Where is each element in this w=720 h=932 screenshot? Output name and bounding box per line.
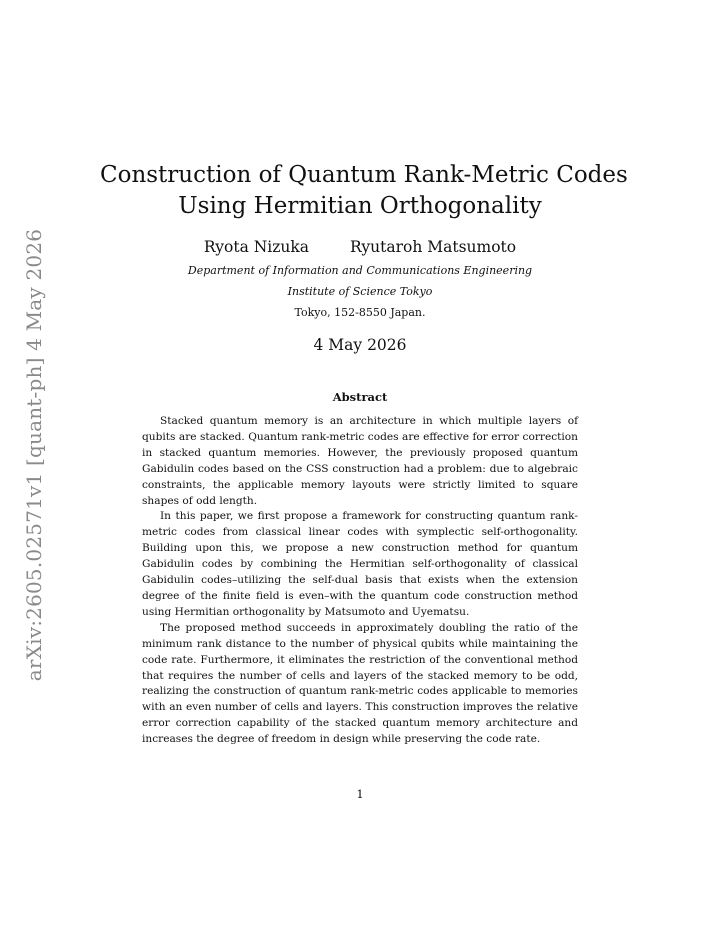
affiliation-institute: Institute of Science Tokyo (287, 285, 433, 298)
publication-date: 4 May 2026 (313, 336, 407, 354)
paper-title (100, 160, 628, 222)
author-name: Ryota Nizuka (203, 238, 310, 256)
author-list (100, 238, 620, 256)
abstract-paragraph: The proposed method succeeds in approximately doubling the ratio of the minimum rank distance to the number of physical qubits while maintaining the code rate. Furthermore, it eliminates the restriction of the conventional method that requires the number of cells and layers of the stacked memory to be odd, realizing the construction of quantum rank-metric codes applicable to memories with an even number of cells and layers. This construction improves the relative error correction capability of the stacked quantum memory architecture and increases the degree of freedom in design while preserving the code rate. (142, 621, 578, 746)
arxiv-identifier: arXiv:2605.02571v1 [quant-ph] 4 May 2026 (22, 228, 47, 682)
abstract-body (142, 414, 578, 748)
title-line-1: Construction of Quantum Rank-Metric Codes (100, 162, 628, 188)
affiliation-address: Tokyo, 152-8550 Japan. (294, 306, 426, 319)
page-number: 1 (356, 787, 364, 801)
abstract-heading: Abstract (332, 390, 388, 404)
author-name: Ryutaroh Matsumoto (349, 238, 517, 256)
abstract-paragraph: In this paper, we first propose a framework for constructing quantum rank-metric codes from classical linear codes with symplectic self-orthogonality. Building upon this, we propose a new construction method for quantum Gabidulin codes by combining the Hermitian self-orthogonality of classical Gabidulin codes–utilizing the self-dual basis that exists when the extension degree of the finite field is even–with the quantum code construction method using Hermitian orthogonality by Matsumoto and Uyematsu. (142, 510, 578, 618)
title-line-2: Using Hermitian Orthogonality (178, 193, 542, 219)
abstract-paragraph: Stacked quantum memory is an architecture in which multiple layers of qubits are stacked. Quantum rank-metric codes are effective for error correction in stacked quantum memories. However, the previously proposed quantum Gabidulin codes based on the CSS construction had a problem: due to algebraic constraints, the applicable memory layouts were strictly limited to square shapes of odd length. (142, 415, 578, 507)
arxiv-side-stamp (14, 228, 54, 682)
affiliation-department: Department of Information and Communications Engineering (187, 264, 533, 277)
